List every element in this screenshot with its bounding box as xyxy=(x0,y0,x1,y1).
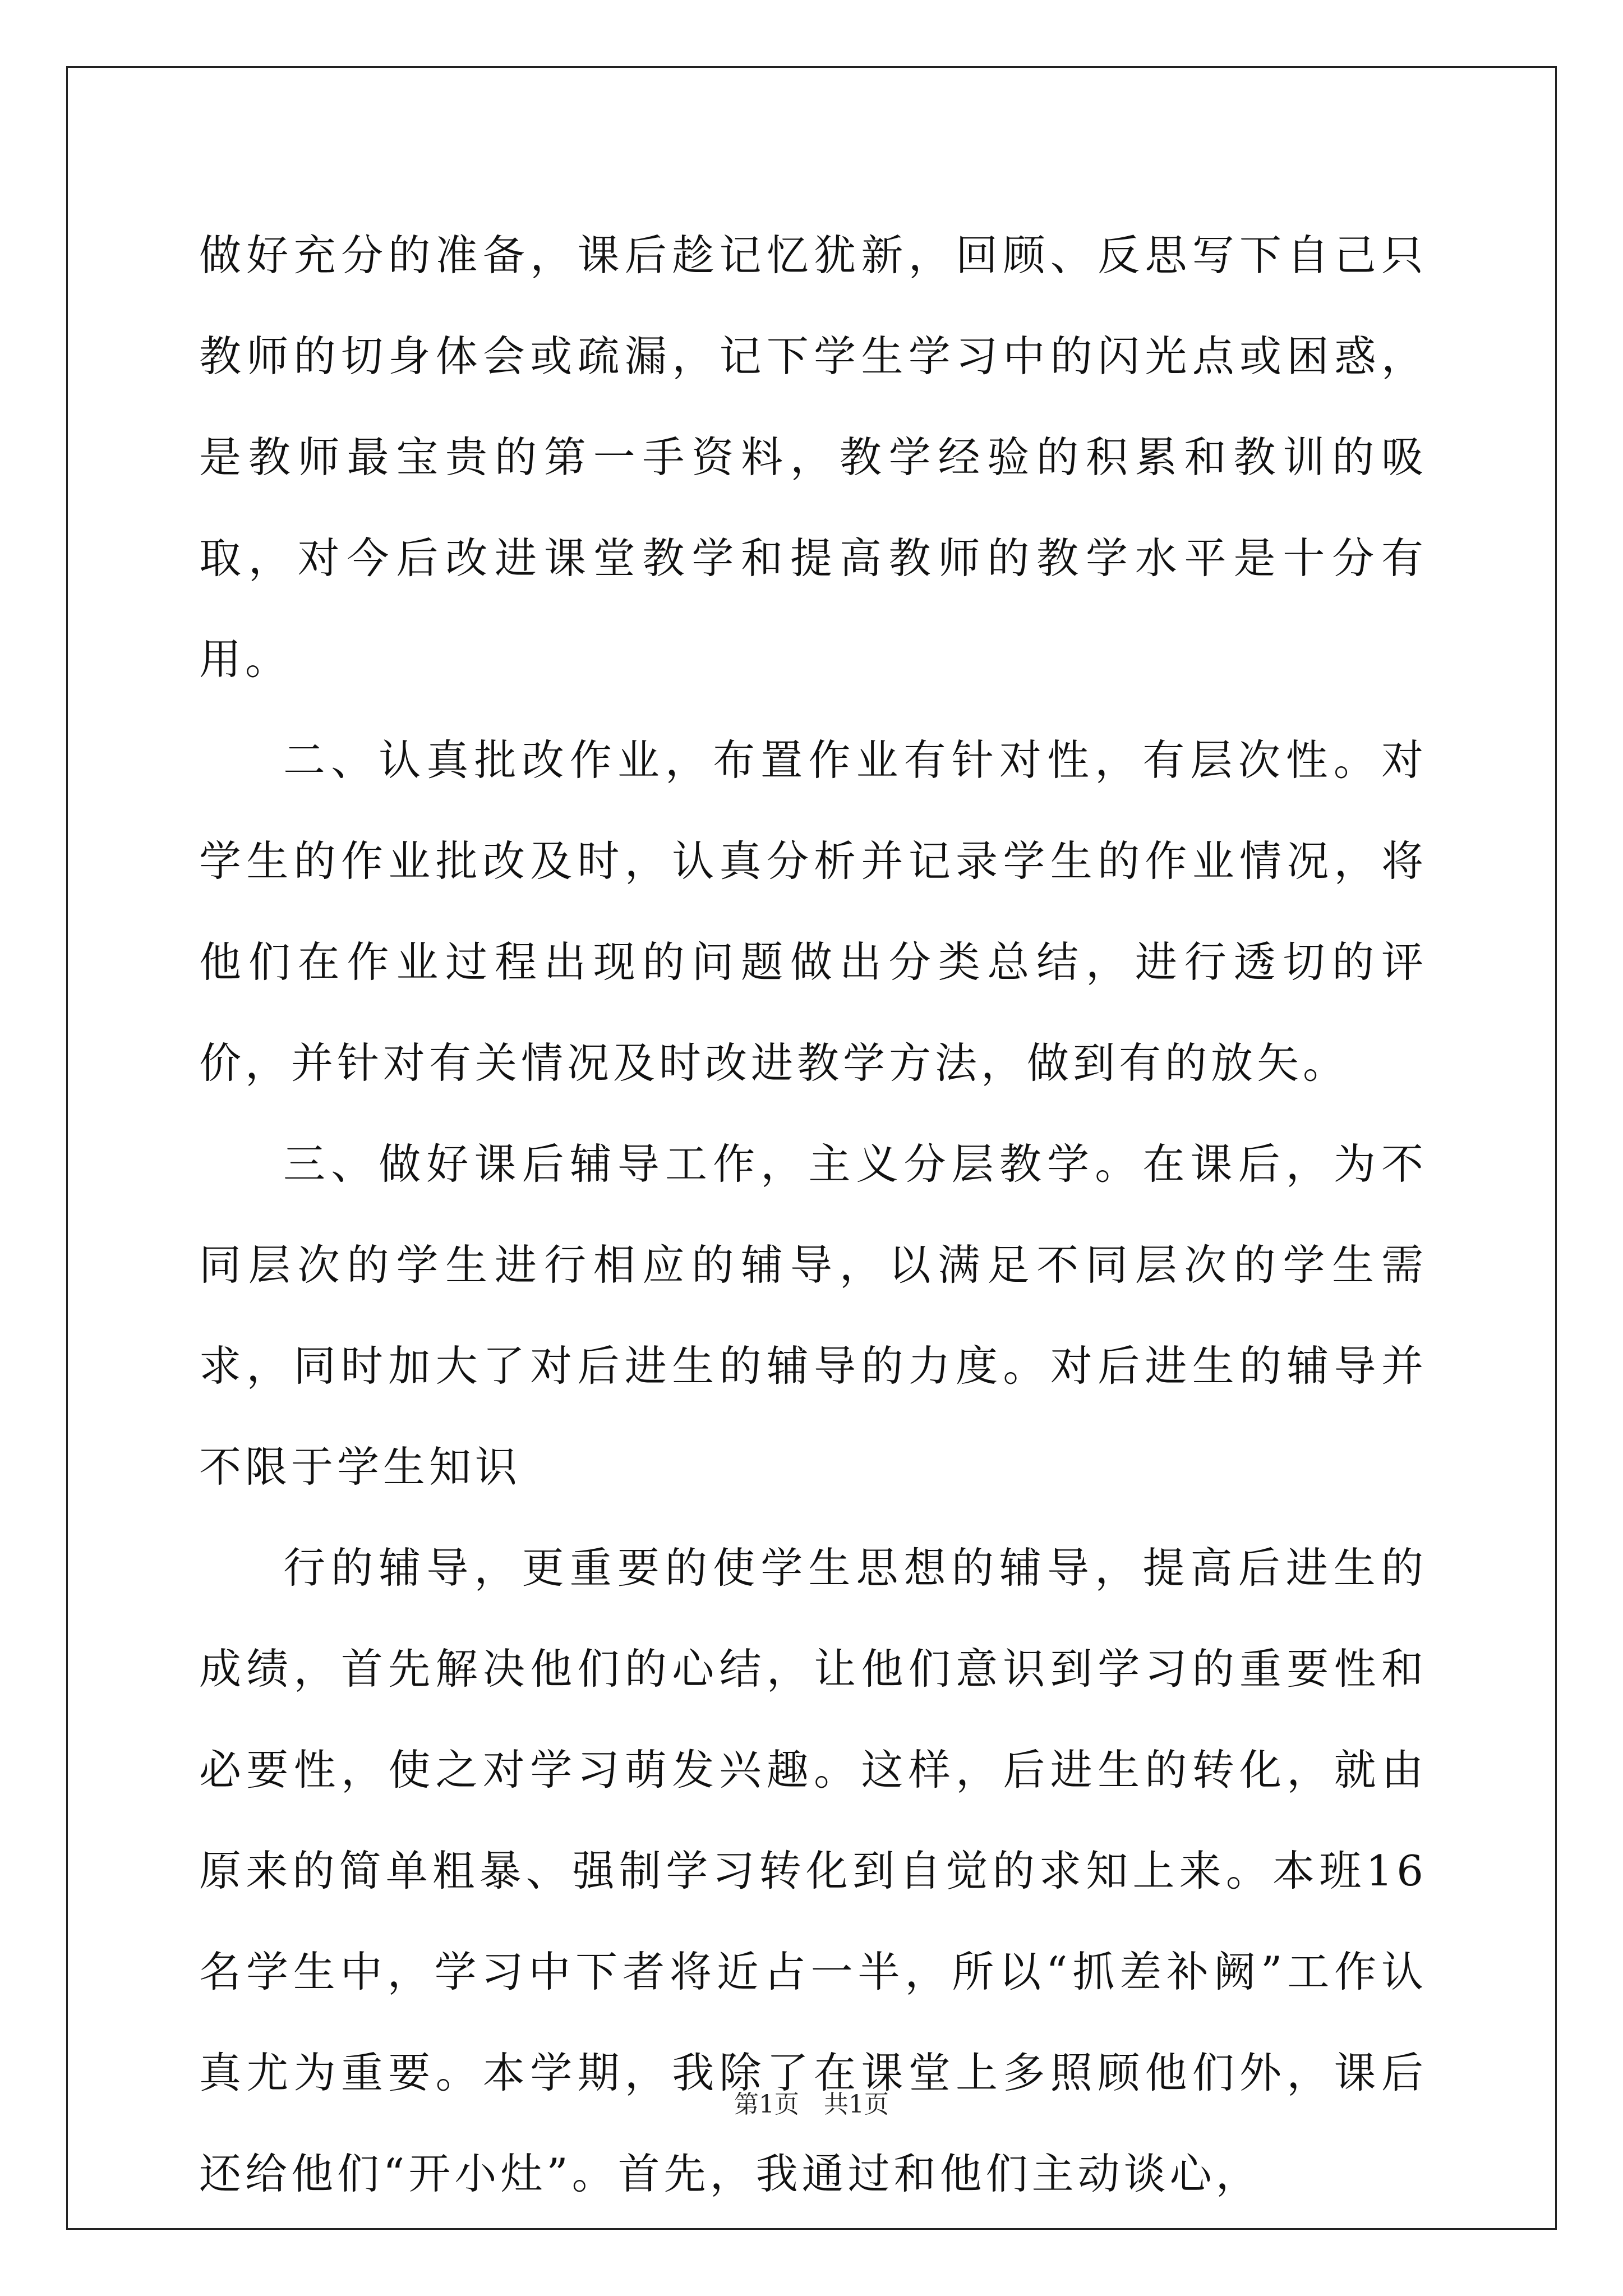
page-footer xyxy=(0,2088,1623,2122)
paragraph-4: 行的辅导，更重要的使学生思想的辅导，提高后进生的成绩，首先解决他们的心结，让他们意识到学习的重要性和必要性，使之对学习萌发兴趣。这样，后进生的转化，就由原来的简单粗暴、强制学习转化到自觉的求知上来。本班16名学生中，学习中下者将近占一半，所以“抓差补阙”工作认真尤为重要。本学期，我除了在课堂上多照顾他们外，课后还给他们“开小灶”。首先，我通过和他们主动谈心， xyxy=(199,1543,1427,2198)
page-number-label: 第1页 共1页 xyxy=(734,2090,889,2119)
paragraph-2: 二、认真批改作业，布置作业有针对性，有层次性。对学生的作业批改及时，认真分析并记录学生的作业情况，将他们在作业过程出现的问题做出分类总结，进行透切的评价，并针对有关情况及时改进教学方法，做到有的放矢。 xyxy=(199,735,1427,1088)
document-body xyxy=(199,205,1427,2224)
paragraph-3: 三、做好课后辅导工作，主义分层教学。在课后，为不同层次的学生进行相应的辅导，以满足不同层次的学生需求，同时加大了对后进生的辅导的力度。对后进生的辅导并不限于学生知识 xyxy=(199,1139,1427,1492)
paragraph-1: 做好充分的准备，课后趁记忆犹新，回顾、反思写下自己只教师的切身体会或疏漏，记下学生学习中的闪光点或困惑，是教师最宝贵的第一手资料，教学经验的积累和教训的吸取，对今后改进课堂教学和提高教师的教学水平是十分有用。 xyxy=(199,231,1427,684)
